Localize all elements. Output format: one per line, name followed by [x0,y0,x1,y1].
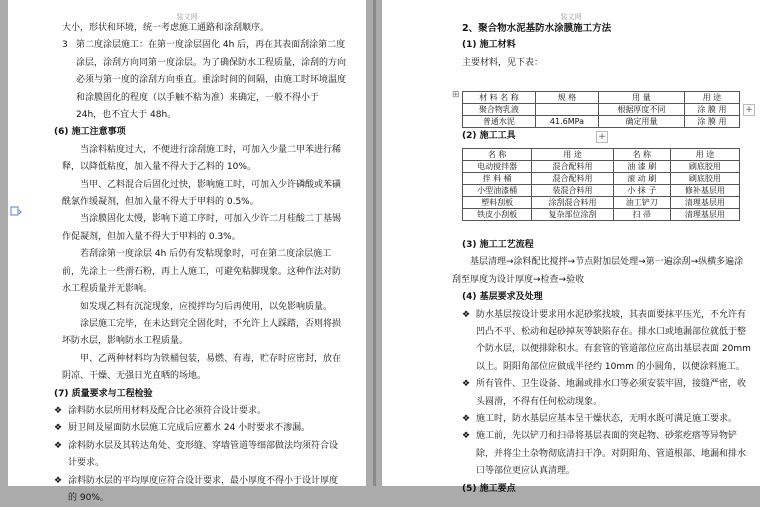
bullet-icon: ❖ [462,431,471,442]
table-header: 规 格 [535,92,598,104]
bullet-item: ❖ 厨卫间及屋面防水层施工完成后应蓄水 24 小时要求不渗漏。 [54,420,346,437]
table-row [463,161,740,173]
table-cell: 油工铲刀 [613,197,670,209]
paragraph: 当甲、乙料混合后固化过快，影响施工时，可加入少许磷酸或苯磺酰氯作缓凝剂，但加入量不得大于甲料的 0.5%。 [62,179,342,208]
table-cell: 修补基层用 [670,185,739,197]
table-row [463,185,740,197]
table-cell: 滚 动 刷 [613,173,670,185]
section-heading: (4) 基层要求及处理 [462,292,543,303]
bullet-item: ❖ 施工时，防水基层应基本呈干燥状态，无明水既可满足施工要求。 [462,411,752,428]
table-header: 材 料 名 称 [463,92,536,104]
table-row: 普通水泥 41.6MPa 确定用量 涂 膜 用 [463,116,740,128]
add-row-handle[interactable]: + [596,131,608,143]
bullet-icon: ❖ [54,475,63,486]
materials-table-wrap [462,91,740,128]
paragraph: 甲、乙两种材料均为铁桶包装，易燃、有毒，贮存时应密封，放在阴凉、干燥、无强日光直晒的场地。 [62,353,342,382]
bullet-item: ❖ 所有管件、卫生设备、地漏或排水口等必须安装牢固，接缝严密，收头圆滑，不得有任何松动现象。 [462,376,752,411]
section-heading: (6) 施工注意事项 [54,127,126,138]
right-page [382,0,760,494]
table-row [463,197,740,209]
section-heading: (3) 施工工艺流程 [462,240,534,250]
table-row: 聚合物乳液 根据厚度不同 涂 膜 用 [463,104,740,116]
table-header: 用 量 [599,92,685,104]
paragraph: 大小，形状和环境，统一考虑施工通路和涂刮顺序。 [62,23,270,33]
table-cell: 扫 帚 [613,209,670,221]
table-cell: 铁皮小刮板 [463,209,532,221]
bullet-item: ❖ 涂料防水层所用材料及配合比必须符合设计要求。 [54,403,346,420]
numbered-item: 3 第二度涂层施工：在第一度涂层固化 4h 后，再在其表面刮涂第二度涂层，涂刮方向同第一度涂层。为了确保防水工程质量，涂刮的方向必须与第一度的涂刮方向垂直。重涂时间的间隔，由施工时环境温度和涂膜固化的程度（以手触不粘为准）来确定，一般不得小于 24h，也不宜大于 48h。 [62,40,347,121]
bullet-icon: ❖ [54,440,63,451]
table-cell: 小 抹 子 [613,185,670,197]
paragraph: 基层清理→涂料配比搅拌→节点附加层处理→第一遍涂刮→纵横多遍涂刮至厚度为设计厚度→检查→验收 [452,257,744,285]
table-cell: 电动搅拌器 [463,161,532,173]
table-cell: 刷底胶用 [670,173,739,185]
bullet-icon: ❖ [54,423,63,434]
paragraph: 如发现乙料有沉淀现象，应搅拌均匀后再使用，以免影响质量。 [80,301,333,312]
bullet-item: ❖ 涂料防水层及其转达角处、变形缝、穿墙管道等细部做法均须符合设计要求。 [54,438,346,473]
header-watermark: 装文网 [560,13,582,21]
materials-table [462,91,740,128]
table-cell: 混合配料用 [532,161,614,173]
tools-table-wrap [462,148,740,221]
table-header-row: 名 称 用 途 名 称 用 途 [463,149,740,161]
table-cell: 刷底胶用 [670,161,739,173]
table-row [463,209,740,221]
section-heading: (2) 施工工具 [462,131,516,141]
table-cell: 拌 料 桶 [463,173,532,185]
table-cell: 油 漆 刷 [613,161,670,173]
paragraph: 若刮涂第一度涂层 4h 后仍有发粘现象时，可在第二度涂层施工前，先涂上一些滑石粉，再上人施工，可避免粘脚现象。这种作法对防水工程质量并无影响。 [62,249,342,295]
left-page [8,0,366,503]
bullet-icon: ❖ [462,309,471,320]
bullet-icon: ❖ [462,379,471,390]
section-heading: (5) 施工要点 [462,483,516,494]
bullet-item: ❖ 施工前，先以铲刀和扫帚将基层表面的突起物、砂浆疙瘩等异物铲除，并将尘土杂物彻底清扫干净。对阴阳角、管道根部、地漏和排水口等部位更应认真清理。 [462,428,752,480]
table-cell: 小型油漆桶 [463,185,532,197]
table-cell: 装混合料用 [532,185,614,197]
table-cell: 清理基层用 [670,209,739,221]
section-heading: (7) 质量要求与工程检验 [54,388,153,399]
add-column-handle[interactable]: + [743,104,755,116]
table-move-icon[interactable]: ⊞ [452,90,460,100]
section-title: 2、聚合物水泥基防水涂膜施工方法 [462,23,612,34]
paragraph: 当涂料粘度过大，不便进行涂刮施工时，可加入少量二甲苯进行稀释，以降低粘度，加入量不得大于乙料的 10%。 [62,144,342,173]
bullet-icon: ❖ [462,414,471,425]
paragraph: 当涂膜固化太慢，影响下道工序时，可加入少许二月桂酸二丁基锡作促凝剂，但加入量不得大于甲料的 0.3%。 [62,214,342,242]
paragraph: 主要材料，见下表： [462,57,544,68]
doc-icon[interactable] [10,206,22,216]
paragraph: 涂层施工完毕，在未达到完全固化时，不允许上人踩踏，否则将损坏防水层，影响防水工程质量。 [62,318,342,347]
tools-table [462,148,740,221]
table-row [463,173,740,185]
bullet-item: ❖ 防水基层按设计要求用水泥砂浆找坡，其表面要抹平压光，不允许有凹凸不平、松动和起砂掉灰等缺陷存在。排水口或地漏部位就低于整个防水层，以便排除积水。有套管的管道部位应高出基层表面 20mm 以上。阴阳角部位应做成半径约 10mm 的小圆角，以便涂料施工。 [462,307,752,377]
table-cell: 复杂部位涂刮 [532,209,614,221]
bullet-icon: ❖ [54,405,63,416]
table-cell: 混合配料用 [532,173,614,185]
table-header: 用 途 [684,92,739,104]
table-header-row [463,92,740,104]
table-cell: 清理基层用 [670,197,739,209]
table-cell: 涂刮混合料用 [532,197,614,209]
table-cell: 塑料刮板 [463,197,532,209]
header-watermark: 装文网 [176,13,198,21]
section-heading: (1) 施工材料 [462,40,516,51]
bullet-item: ❖ 涂料防水层的平均厚度应符合设计要求，最小厚度不得小于设计厚度的 90%。 [54,473,346,507]
